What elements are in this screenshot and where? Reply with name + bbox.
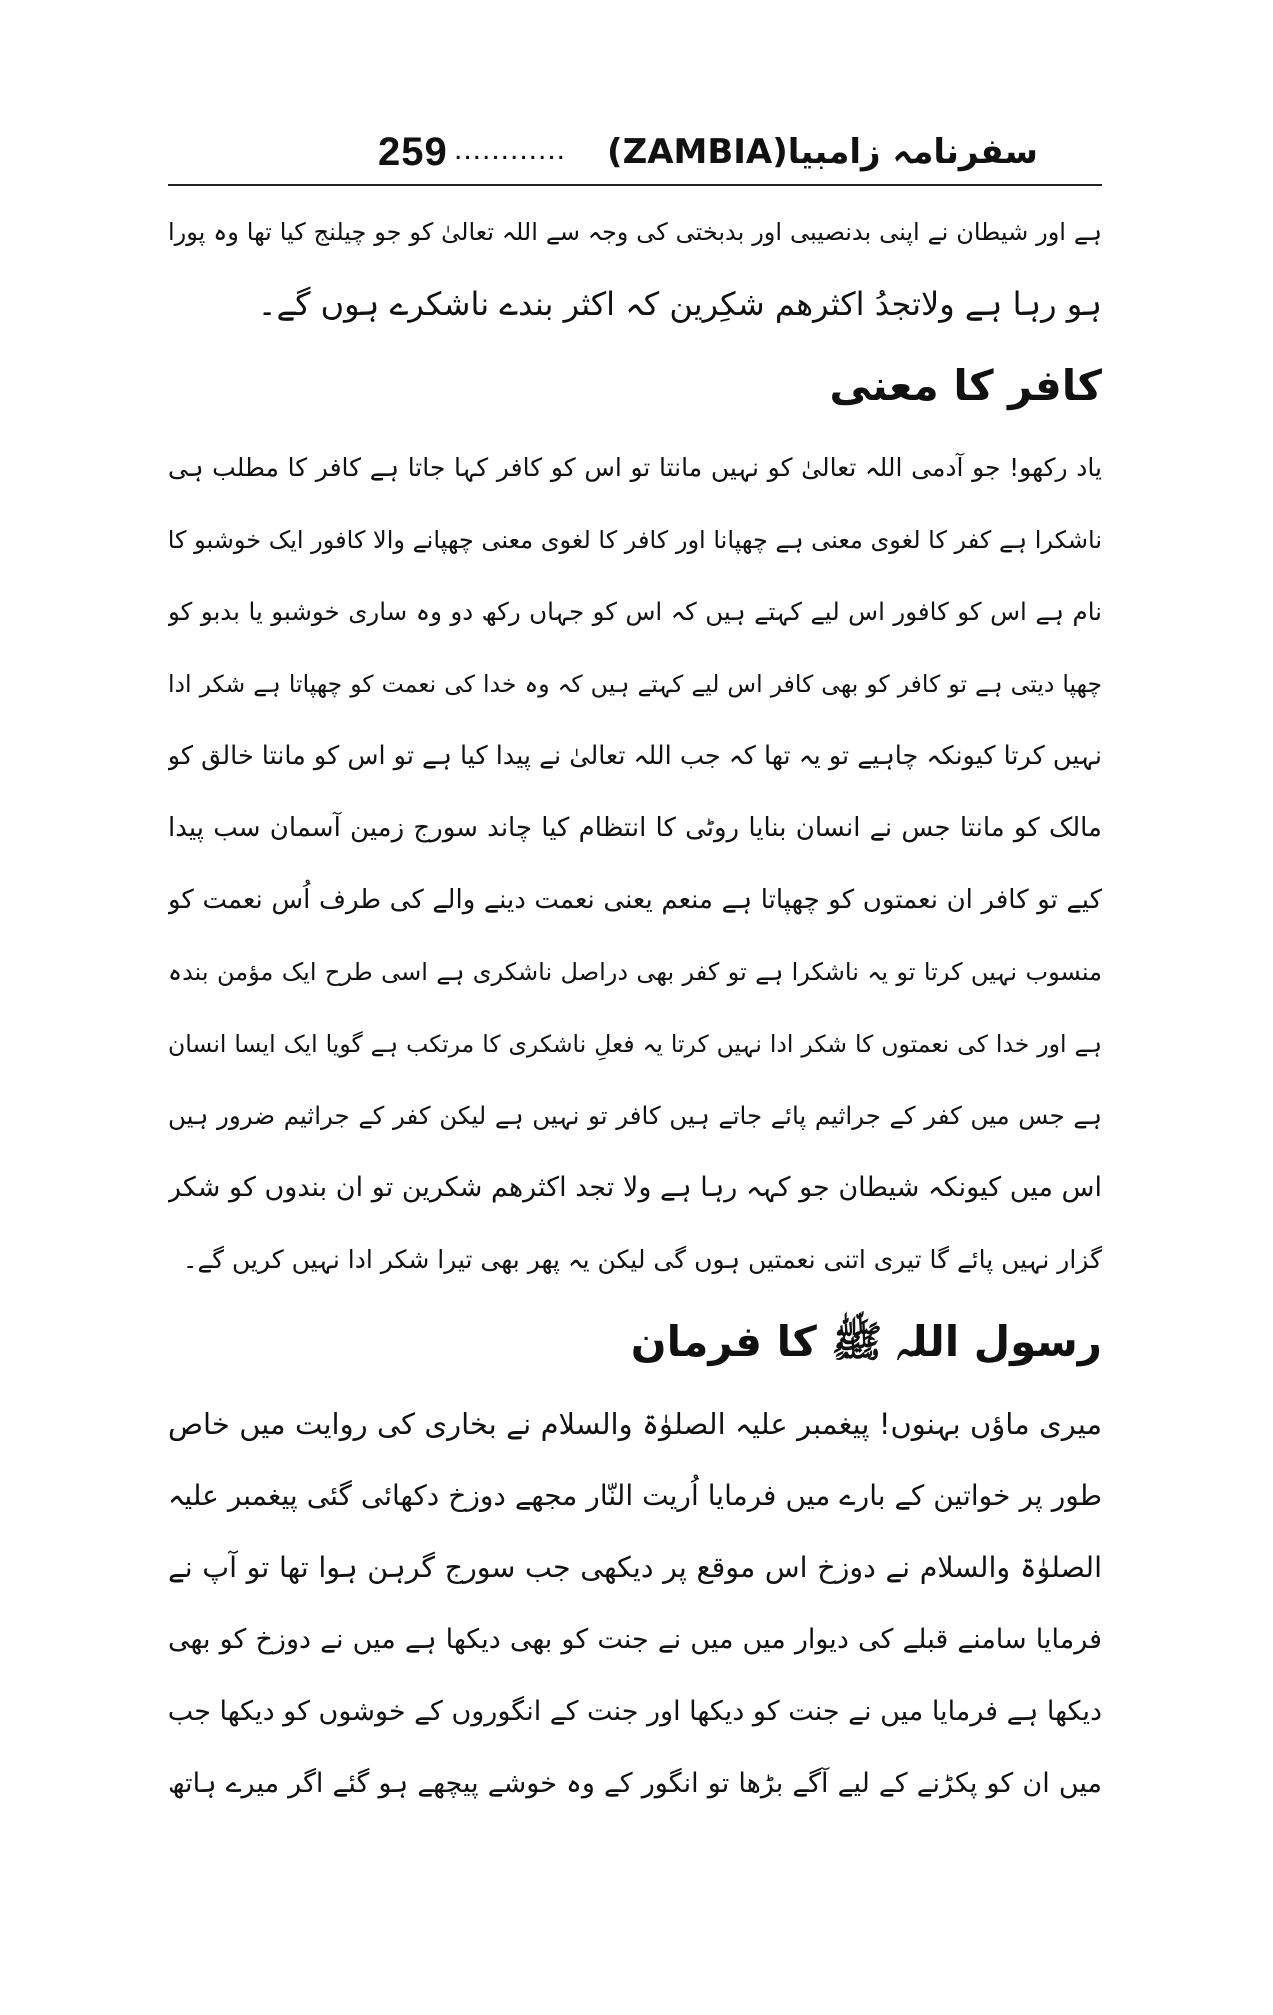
text-line: گزار نہیں پائے گا تیری اتنی نعمتیں ہوں گی لیکن یہ پھر بھی تیرا شکر ادا نہیں کریں گے۔	[182, 1245, 1102, 1274]
text-line: ہے اور خدا کی نعمتوں کا شکر ادا نہیں کرتا یہ فعلِ ناشکری کا مرتکب ہے گویا ایک ایسا انسان	[168, 1030, 1102, 1058]
running-title: سفرنامہ زامبیا(ZAMBIA)	[607, 132, 1038, 172]
text-line: اس میں کیونکہ شیطان جو کہہ رہا ہے ولا تجد اکثرھم شکرین تو ان بندوں کو شکر	[168, 1172, 1102, 1203]
section-heading-rasool: رسول اللہ ﷺ کا فرمان	[630, 1317, 1102, 1366]
header-rule	[168, 184, 1102, 186]
text-line: چھپا دیتی ہے تو کافر کو بھی کافر اس لیے کہتے ہیں کہ وہ خدا کی نعمت کو چھپاتا ہے شکر ادا	[168, 670, 1102, 698]
page-header	[168, 120, 1100, 184]
body-text	[168, 196, 1102, 1820]
text-line: دیکھا ہے فرمایا میں نے جنت کو دیکھا اور جنت کے انگوروں کے خوشوں کو دیکھا جب	[168, 1696, 1102, 1727]
header-leader-dots: ............	[454, 133, 567, 166]
text-line: الصلوٰۃ والسلام نے دوزخ اس موقع پر دیکھی جب سورج گرہن ہوا تھا تو آپ نے	[168, 1551, 1102, 1584]
text-line: ناشکرا ہے کفر کا لغوی معنی ہے چھپانا اور کافر کا لغوی معنی چھپانے والا کافور ایک خوشبو کا	[168, 526, 1102, 554]
text-line: ہے جس میں کفر کے جراثیم پائے جاتے ہیں کافر تو نہیں ہے لیکن کفر کے جراثیم ضرور ہیں	[168, 1101, 1102, 1130]
text-line: منسوب نہیں کرتا تو یہ ناشکرا ہے تو کفر بھی دراصل ناشکری ہے اسی طرح ایک مؤمن بندہ	[168, 958, 1102, 986]
text-line: ہو رہا ہے ولاتجدُ اکثرھم شکِرین کہ اکثر بندے ناشکرے ہوں گے۔	[257, 285, 1102, 323]
text-line: یاد رکھو! جو آدمی اللہ تعالیٰ کو نہیں مانتا تو اس کو کافر کہا جاتا ہے کافر کا مطلب ہی	[168, 453, 1102, 482]
section-heading-kafir: کافر کا معنی	[829, 361, 1102, 410]
text-line: نہیں کرتا کیونکہ چاہیے تو یہ تھا کہ جب اللہ تعالیٰ نے پیدا کیا ہے تو اس کو مانتا خالق کو	[168, 741, 1102, 771]
text-line: فرمایا سامنے قبلے کی دیوار میں میں نے جنت کو بھی دیکھا ہے میں نے دوزخ کو بھی	[168, 1624, 1102, 1655]
text-line: ہے اور شیطان نے اپنی بدنصیبی اور بدبختی کی وجہ سے اللہ تعالیٰ کو جو چیلنج کیا تھا وہ پورا	[168, 218, 1102, 246]
text-line: طور پر خواتین کے بارے میں فرمایا اُریت النّار مجھے دوزخ دکھائی گئی پیغمبر علیہ	[168, 1479, 1102, 1512]
page-number: 259	[378, 130, 448, 174]
text-line: میری ماؤں بہنوں! پیغمبر علیہ الصلوٰۃ والسلام نے بخاری کی روایت میں خاص	[168, 1407, 1102, 1441]
text-line: مالک کو مانتا جس نے انسان بنایا روٹی کا انتظام کیا چاند سورج زمین آسمان سب پیدا	[168, 813, 1102, 843]
text-line: میں ان کو پکڑنے کے لیے آگے بڑھا تو انگور کے وہ خوشے پیچھے ہو گئے اگر میرے ہاتھ	[168, 1768, 1102, 1799]
text-line: نام ہے اس کو کافور اس لیے کہتے ہیں کہ اس کو جہاں رکھ دو وہ ساری خوشبو یا بدبو کو	[168, 597, 1102, 626]
text-line: کیے تو کافر ان نعمتوں کو چھپاتا ہے منعم یعنی نعمت دینے والے کی طرف اُس نعمت کو	[168, 885, 1102, 915]
